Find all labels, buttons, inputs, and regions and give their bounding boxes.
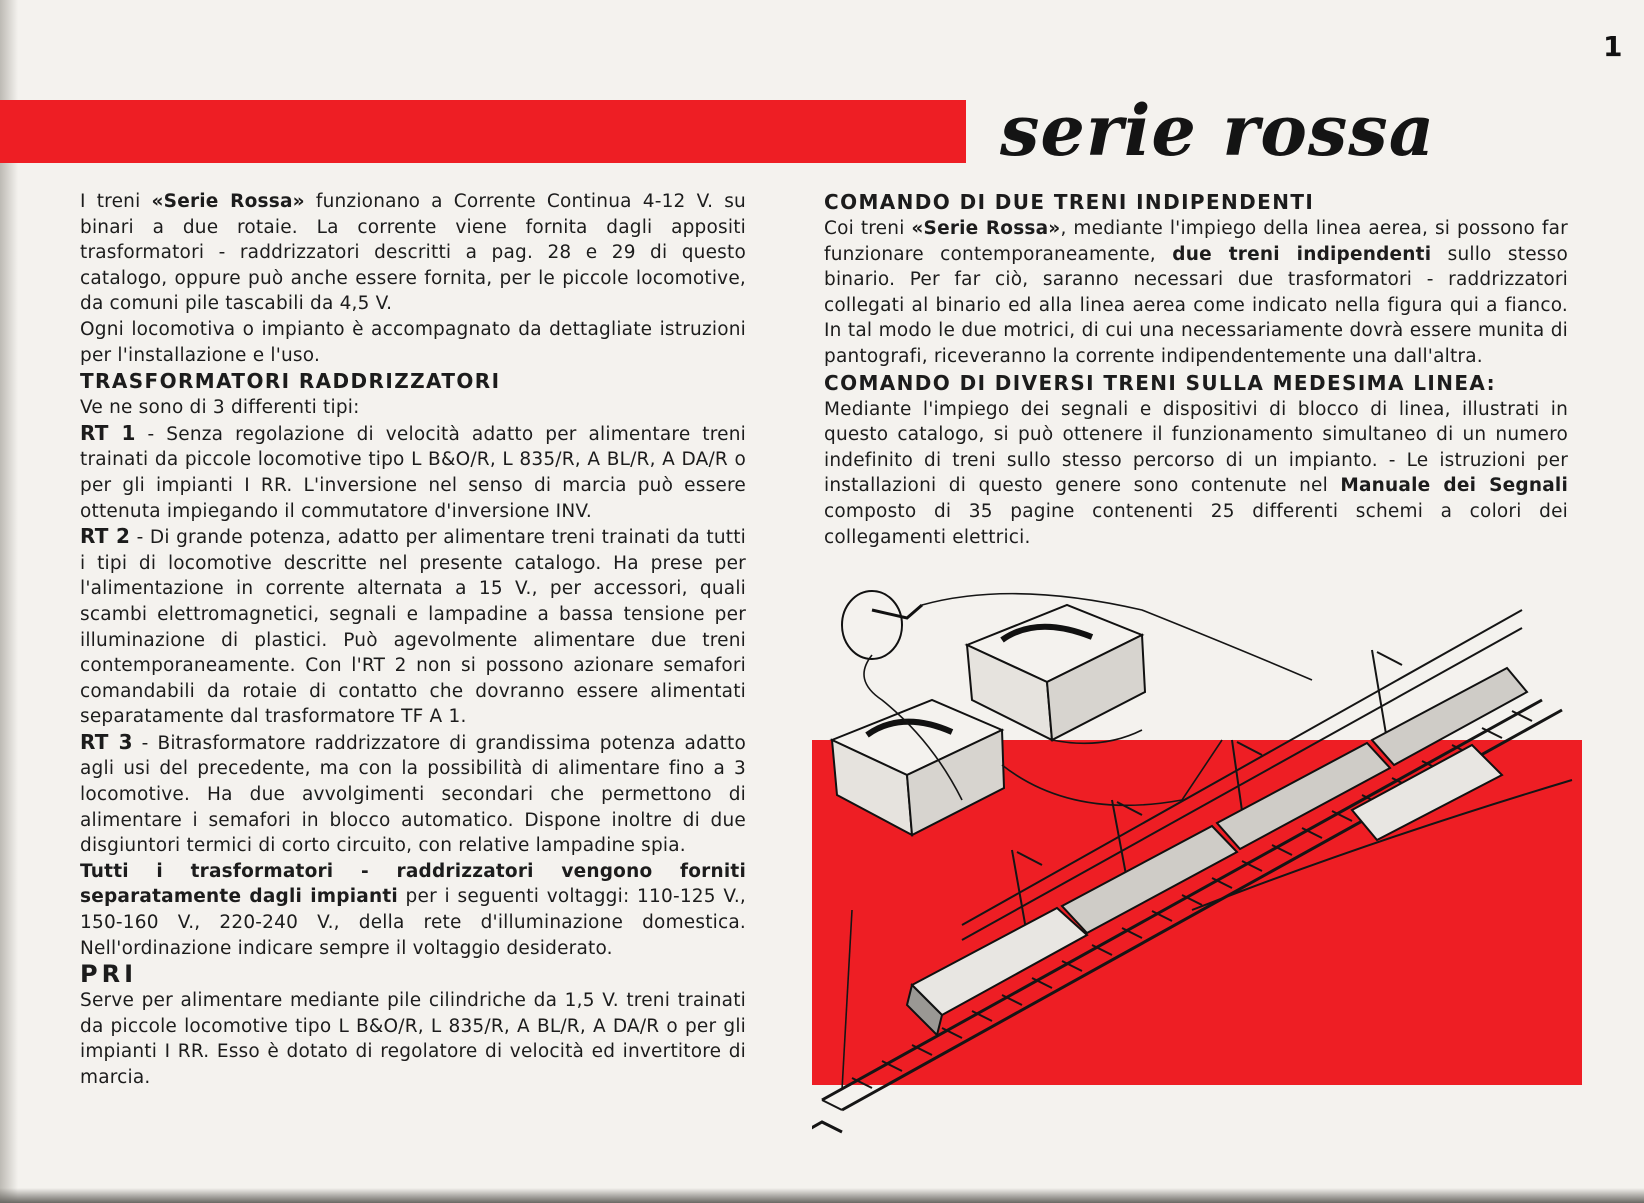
rt1-label: RT 1 bbox=[80, 420, 136, 445]
rt1-text: - Senza regolazione di velocità adatto per alimentare treni trainati da piccole locomotive tipo L B&O/R, L 835/R, A BL/R, A DA/R o per gli impianti I RR. L'inversione nel senso di marcia può essere ottenuta impiegando il commutatore d'inversione INV. bbox=[80, 423, 746, 522]
intro-text: funzionano a Corrente Continua 4-12 V. su binari a due rotaie. La corrente viene fornita dagli appositi trasformatori - raddrizzatori descritti a pag. 28 e 29 di questo catalogo, oppure può anche essere fornita, per le piccole locomotive, da comuni pile tascabili da 4,5 V. bbox=[80, 191, 746, 315]
supply-paragraph bbox=[80, 859, 746, 961]
intro-paragraph-2: Ogni locomotiva o impianto è accompagnato da dettagliate istruzioni per l'installazione e l'uso. bbox=[80, 318, 746, 366]
page-number: 1 bbox=[1603, 30, 1623, 63]
speed-controller-dial bbox=[842, 591, 922, 659]
red-header-band bbox=[0, 100, 966, 163]
pri-paragraph: Serve per alimentare mediante pile cilindriche da 1,5 V. treni trainati da piccole locomotive tipo L B&O/R, L 835/R, A BL/R, A DA/R o per gli impianti I RR. Esso è dotato di regolatore di velocità ed invertitore di marcia. bbox=[80, 990, 746, 1088]
types-intro: Ve ne sono di 3 differenti tipi: bbox=[80, 397, 360, 419]
heading-two-trains: COMANDO DI DUE TRENI INDIPENDENTI bbox=[824, 190, 1315, 214]
supply-bold: Tutti i trasformatori - raddrizzatori vengono forniti separatamente dagli impianti bbox=[80, 860, 746, 908]
heading-transformers: TRASFORMATORI RADDRIZZATORI bbox=[80, 369, 501, 394]
page-bottom-edge bbox=[0, 1188, 1644, 1203]
brand-name: «Serie Rossa» bbox=[911, 218, 1061, 239]
two-trains-text: Coi treni bbox=[824, 218, 912, 239]
rt2-text: - Di grande potenza, adatto per alimentare treni trainati da tutti i tipi di locomotive descritte nel presente catalogo. Ha prese per l'alimentazione in corrente alternata a 15 V., per accessori, quali scambi elettromagnetici, segnali e lampadine a bassa tensione per illuminazione di plastici. Può agevolmente alimentare due treni contemporaneamente. Con l'RT 2 non si possono azionare semafori comandabili da rotaie di contatto che dovranno essere alimentati separatamente dal trasformatore TF A 1. bbox=[80, 527, 747, 728]
left-column bbox=[80, 189, 746, 1091]
rt3-paragraph bbox=[80, 730, 746, 859]
page-gutter-shadow bbox=[0, 0, 18, 1203]
rt3-text: - Bitrasformatore raddrizzatore di grandissima potenza adatto agli usi del precedente, ma con la possibilità di alimentare fino a 3 locomotive. Ha due avvolgimenti secondari che permettono di alimentare i semafori in blocco automatico. Dispone inoltre di due disgiuntori termici di corto circuito, con relative lampadine spia. bbox=[80, 732, 746, 857]
two-trains-text: sullo stesso binario. Per far ciò, saranno necessari due trasformatori - raddrizzatori collegati al binario ed alla linea aerea come indicato nella figura qui a fianco. In tal modo le due motrici, di cui una necessariamente dovrà essere munita di pantografi, riceveranno la corrente indipendentemente una dall'altra. bbox=[824, 243, 1568, 367]
rt2-label: RT 2 bbox=[80, 524, 131, 549]
rt1-paragraph bbox=[80, 421, 746, 524]
intro-paragraph-1 bbox=[80, 189, 746, 317]
many-trains-paragraph bbox=[824, 397, 1568, 551]
two-trains-paragraph bbox=[824, 216, 1568, 370]
signals-manual-title: Manuale dei Segnali bbox=[1340, 475, 1568, 497]
transformer-unit bbox=[967, 605, 1145, 740]
brand-name: «Serie Rossa» bbox=[151, 191, 305, 212]
many-trains-text: composto di 35 pagine contenenti 25 differenti schemi a colori dei collegamenti elettrici. bbox=[824, 500, 1568, 548]
train-layout-illustration bbox=[812, 590, 1582, 1160]
heading-many-trains: COMANDO DI DIVERSI TRENI SULLA MEDESIMA LINEA: bbox=[824, 370, 1497, 395]
two-trains-text: , mediante l'impiego della linea aerea, si possono far funzionare contemporaneamente, bbox=[824, 218, 1568, 265]
rt3-label: RT 3 bbox=[80, 729, 133, 754]
intro-text: I treni bbox=[80, 191, 152, 212]
series-title: serie rossa bbox=[1000, 89, 1436, 172]
two-trains-bold: due treni indipendenti bbox=[1172, 243, 1432, 265]
heading-pri: PRI bbox=[80, 960, 137, 989]
many-trains-text: Mediante l'impiego dei segnali e dispositivi di blocco di linea, illustrati in questo catalogo, si può ottenere il funzionamento simultaneo di un numero indefinito di treni sullo stesso percorso di un impianto. - Le istruzioni per installazioni di questo genere sono contenute nel bbox=[824, 398, 1568, 497]
right-column bbox=[824, 189, 1568, 550]
supply-text: per i seguenti voltaggi: 110-125 V., 150-160 V., 220-240 V., della rete d'illuminazione domestica. Nell'ordinazione indicare sempre il voltaggio desiderato. bbox=[80, 886, 746, 959]
rt2-paragraph bbox=[80, 524, 746, 730]
